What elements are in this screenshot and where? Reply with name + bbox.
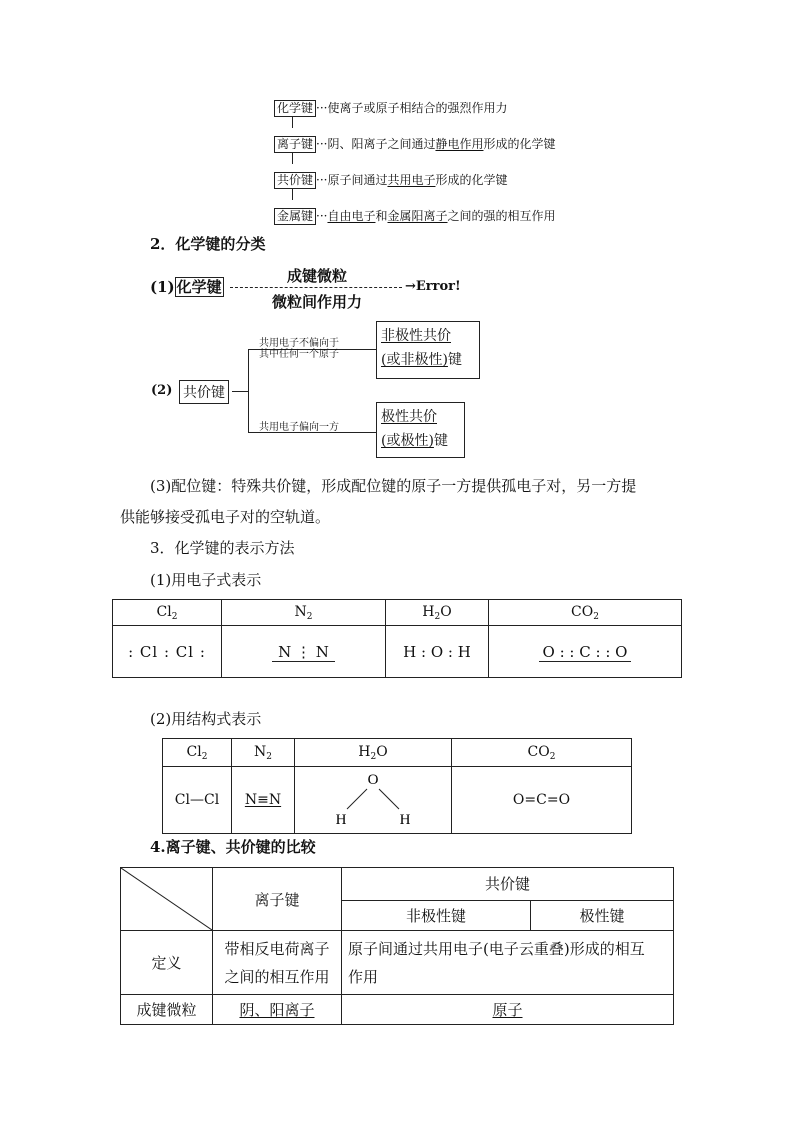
result-suffix: 键 bbox=[433, 433, 448, 449]
tree-desc: ···阴、阳离子之间通过 bbox=[316, 137, 436, 151]
branch-line bbox=[232, 391, 248, 392]
diagonal-header-cell bbox=[121, 868, 213, 931]
tree-term: 共价键 bbox=[274, 172, 316, 189]
nonpolar-result-box bbox=[376, 321, 480, 379]
branch-top-condition bbox=[259, 338, 339, 360]
tree-desc-underlined: 静电作用 bbox=[435, 137, 484, 151]
row-particles-label: 成键微粒 bbox=[121, 995, 213, 1025]
diagonal-line bbox=[121, 868, 212, 930]
tree-desc: 之间的强的相互作用 bbox=[447, 209, 556, 223]
tree-connector bbox=[292, 116, 293, 128]
tree-term: 金属键 bbox=[274, 208, 316, 225]
water-h-atom: H bbox=[335, 812, 347, 828]
tree-desc-underlined: 共用电子 bbox=[387, 173, 436, 187]
row-particles-covalent: 原子 bbox=[342, 995, 674, 1025]
item-prefix: (1) bbox=[150, 278, 175, 296]
branch-bottom-condition: 共用电子偏向一方 bbox=[259, 422, 339, 433]
col-nonpolar: 非极性键 bbox=[342, 900, 531, 930]
structural-cl2: Cl—Cl bbox=[163, 767, 232, 834]
result-text: 极性共价 bbox=[381, 409, 437, 425]
section4-heading: 4.离子键、共价键的比较 bbox=[150, 838, 316, 856]
structural-co2: O=C=O bbox=[452, 767, 632, 834]
header-cl2: $Cl_2$ bbox=[113, 600, 222, 626]
item1-top-label: 成键微粒 bbox=[287, 267, 348, 285]
header-h2o: $H_2O$ bbox=[386, 600, 489, 626]
coordinate-bond-line1: (3)配位键：特殊共价键，形成配位键的原子一方提供孤电子对，另一方提 bbox=[150, 477, 637, 495]
tree-term: 化学键 bbox=[274, 100, 316, 117]
row-definition-label: 定义 bbox=[121, 931, 213, 995]
branch-text: 共用电子不偏向于 bbox=[259, 338, 339, 349]
branch-text: 其中任何一个原子 bbox=[259, 349, 339, 360]
coordinate-bond-line2: 供能够接受孤电子对的空轨道。 bbox=[120, 508, 331, 526]
col-polar: 极性键 bbox=[531, 900, 674, 930]
chemical-bond-term: 化学键 bbox=[176, 278, 222, 296]
tree-desc: ···原子间通过 bbox=[316, 173, 388, 187]
tree-desc-underlined: 金属阳离子 bbox=[387, 209, 448, 223]
tree-connector bbox=[292, 188, 293, 200]
electron-h2o: H : O : H bbox=[386, 626, 489, 678]
section2-heading: 2．化学键的分类 bbox=[150, 235, 266, 253]
tree-row-ionic-bond bbox=[274, 133, 556, 153]
section3-sub1: (1)用电子式表示 bbox=[150, 571, 262, 589]
header-co2: $CO_2$ bbox=[489, 600, 682, 626]
tree-row-covalent-bond bbox=[274, 169, 508, 189]
tree-desc: 和 bbox=[375, 209, 388, 223]
tree-desc: 形成的化学键 bbox=[483, 137, 556, 151]
tree-row-chemical-bond bbox=[274, 97, 507, 117]
section3-heading: 3．化学键的表示方法 bbox=[150, 539, 295, 557]
row-particles-ionic: 阴、阳离子 bbox=[213, 995, 342, 1025]
dashed-arrow-line bbox=[230, 287, 402, 289]
result-text: (或极性) bbox=[381, 433, 434, 449]
result-text: (或非极性) bbox=[381, 352, 448, 368]
header-cl2: $Cl_2$ bbox=[163, 739, 232, 767]
electron-cl2: : Cl : Cl : bbox=[113, 626, 222, 678]
water-o-atom: O bbox=[367, 772, 379, 788]
col-covalent: 共价键 bbox=[342, 868, 674, 901]
section3-sub2: (2)用结构式表示 bbox=[150, 710, 262, 728]
water-structure bbox=[295, 767, 451, 833]
tree-row-metallic-bond bbox=[274, 205, 556, 225]
tree-desc: ···使离子或原子相结合的强烈作用力 bbox=[316, 101, 508, 115]
structural-formula-table bbox=[162, 738, 632, 834]
polar-result-box bbox=[376, 402, 465, 458]
item1-bottom-label: 微粒间作用力 bbox=[272, 293, 363, 311]
header-n2: $N_2$ bbox=[222, 600, 386, 626]
tree-connector bbox=[292, 152, 293, 164]
branch-line bbox=[248, 349, 249, 432]
header-co2: $CO_2$ bbox=[452, 739, 632, 767]
comparison-table bbox=[120, 867, 674, 1025]
electron-formula-table bbox=[112, 599, 682, 678]
row-definition-covalent: 原子间通过共用电子(电子云重叠)形成的相互 作用 bbox=[342, 931, 674, 995]
item2-prefix: (2) bbox=[151, 383, 173, 398]
electron-n2: N ⋮ N bbox=[222, 626, 386, 678]
structural-h2o bbox=[295, 767, 452, 834]
tree-term: 离子键 bbox=[274, 136, 316, 153]
tree-desc-underlined: 自由电子 bbox=[327, 209, 376, 223]
classification-item1 bbox=[150, 272, 224, 302]
tree-desc: ··· bbox=[316, 209, 328, 223]
header-n2: $N_2$ bbox=[232, 739, 295, 767]
result-suffix: 键 bbox=[447, 352, 462, 368]
header-h2o: $H_2O$ bbox=[295, 739, 452, 767]
structural-n2: N≡N bbox=[232, 767, 295, 834]
col-ionic: 离子键 bbox=[213, 868, 342, 931]
covalent-bond-term: 共价键 bbox=[179, 380, 229, 404]
electron-co2: O : : C : : O bbox=[489, 626, 682, 678]
row-definition-ionic: 带相反电荷离子 之间的相互作用 bbox=[213, 931, 342, 995]
water-h-atom: H bbox=[399, 812, 411, 828]
tree-desc: 形成的化学键 bbox=[435, 173, 508, 187]
result-text: 非极性共价 bbox=[381, 328, 451, 344]
item1-result: →Error! bbox=[405, 279, 461, 294]
